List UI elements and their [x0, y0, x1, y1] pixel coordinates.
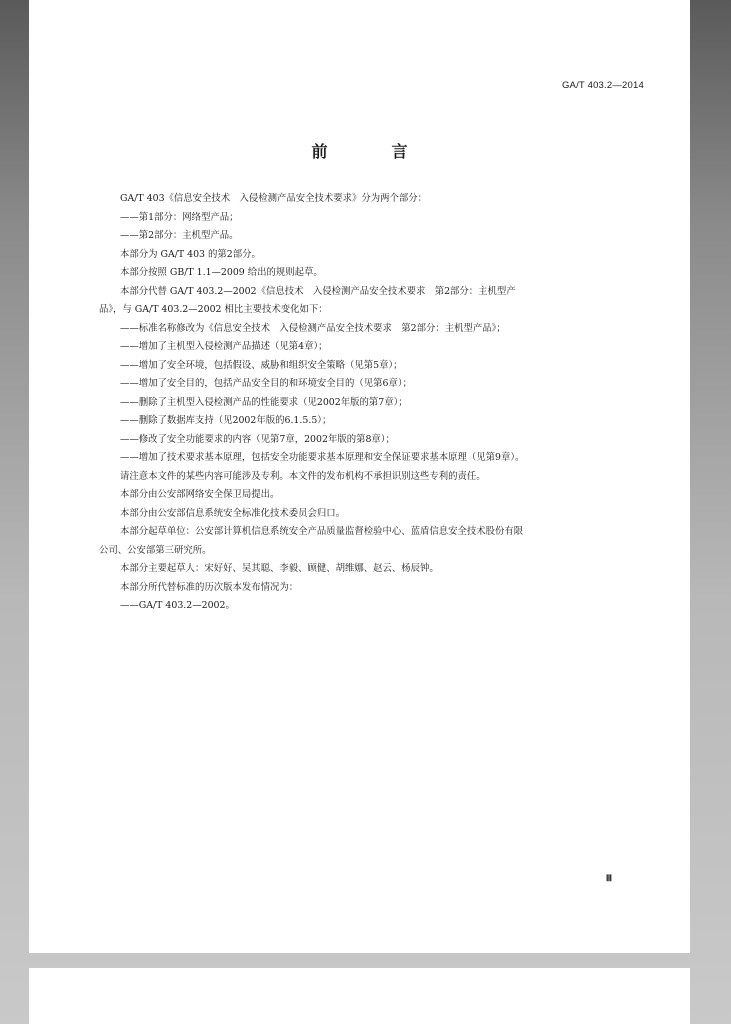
paragraph-line: ——标准名称修改为《信息安全技术 入侵检测产品安全技术要求 第2部分：主机型产品》；	[120, 322, 506, 334]
next-page-top	[29, 968, 690, 1024]
foreword-body	[99, 190, 656, 616]
paragraph-line: ——第2部分：主机型产品。	[120, 230, 239, 241]
paragraph-line: 本部分起草单位：公安部计算机信息系统安全产品质量监督检验中心、蓝盾信息安全技术股份有限	[120, 526, 524, 537]
paragraph-line: 本部分为 GA/T 403 的第2部分。	[120, 248, 261, 260]
paragraph-line: ——修改了安全功能要求的内容（见第7章，2002年版的第8章）；	[120, 433, 395, 445]
document-page	[29, 0, 690, 953]
paragraph-line: ——GA/T 403.2—2002。	[120, 600, 235, 611]
paragraph-line: 本部分代替 GA/T 403.2—2002《信息技术 入侵检测产品安全技术要求 第2部分：主机型产	[120, 285, 516, 297]
paragraph-line: 本部分主要起草人：宋好好、吴其聪、李毅、顾健、胡维娜、赵云、杨辰钟。	[120, 563, 439, 574]
foreword-heading: 前 言	[311, 142, 432, 161]
paragraph-line: ——增加了安全目的，包括产品安全目的和环境安全目的（见第6章）；	[120, 378, 412, 389]
standard-code: GA/T 403.2—2014	[561, 80, 644, 91]
paragraph-line: 请注意本文件的某些内容可能涉及专利。本文件的发布机构不承担识别这些专利的责任。	[120, 470, 486, 482]
paragraph-line: ——增加了技术要求基本原理，包括安全功能要求基本原理和安全保证要求基本原理（见第9章）。	[120, 452, 525, 463]
paragraph-line: ——第1部分：网络型产品；	[120, 211, 239, 223]
paragraph-line: 本部分由公安部网络安全保卫局提出。	[120, 489, 280, 500]
paragraph-line: 公司、公安部第三研究所。	[99, 544, 212, 556]
paragraph-line: 品》，与 GA/T 403.2—2002 相比主要技术变化如下：	[99, 304, 328, 315]
paragraph-line: ——增加了安全环境，包括假设、威胁和组织安全策略（见第5章）；	[120, 359, 403, 371]
paragraph-line: ——删除了数据库支持（见2002年版的6.1.5.5）；	[120, 415, 332, 426]
paragraph-line: 本部分按照 GB/T 1.1—2009 给出的规则起草。	[120, 267, 323, 278]
paragraph-line: ——删除了主机型入侵检测产品的性能要求（见2002年版的第7章）；	[120, 396, 408, 408]
page-number: Ⅲ	[605, 873, 613, 883]
paragraph-line: 本部分由公安部信息系统安全标准化技术委员会归口。	[120, 507, 346, 519]
paragraph-line: GA/T 403《信息安全技术 入侵检测产品安全技术要求》分为两个部分：	[120, 193, 428, 204]
paragraph-line: 本部分所代替标准的历次版本发布情况为：	[120, 581, 299, 593]
paragraph-line: ——增加了主机型入侵检测产品描述（见第4章）；	[120, 341, 328, 352]
